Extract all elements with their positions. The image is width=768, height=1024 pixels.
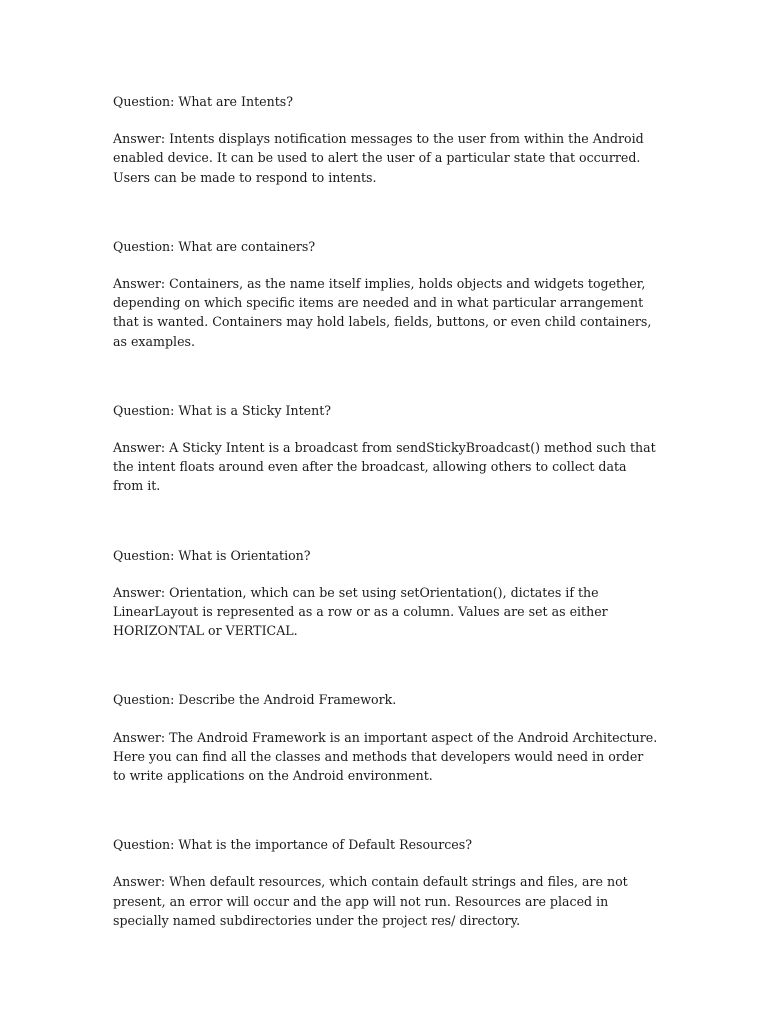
qa-block-android-framework bbox=[113, 690, 658, 785]
qa-block-default-resources bbox=[113, 835, 658, 930]
question-text: Question: What are containers? bbox=[113, 238, 316, 254]
document-content bbox=[113, 92, 658, 980]
answer-text: Answer: Orientation, which can be set using setOrientation(), dictates if the LinearLayout is represented as a row or as a column. Values are set as either HORIZONTAL or VERTICAL. bbox=[113, 584, 608, 639]
answer-text: Answer: Containers, as the name itself implies, holds objects and widgets together, depending on which specific items are needed and in what particular arrangement that is wanted. Containers may hold labels, fields, buttons, or even child containers, as examples. bbox=[113, 276, 652, 349]
answer-text: Answer: A Sticky Intent is a broadcast from sendStickyBroadcast() method such that the intent floats around even after the broadcast, allowing others to collect data from it. bbox=[113, 440, 656, 494]
qa-block-intents bbox=[113, 92, 658, 187]
question-text: Question: What are Intents? bbox=[113, 94, 293, 109]
answer-text: Answer: When default resources, which contain default strings and files, are not present, an error will occur and the app will not run. Resources are placed in specially named subdirectories under the project res/ directory. bbox=[113, 874, 628, 928]
answer-text: Answer: The Android Framework is an important aspect of the Android Architecture. Here you can find all the classes and methods that developers would need in order to write applications on the Android environment. bbox=[113, 729, 658, 784]
qa-block-sticky-intent bbox=[113, 401, 658, 496]
question-text: Question: What is Orientation? bbox=[113, 547, 311, 563]
question-text: Question: Describe the Android Framework. bbox=[113, 692, 397, 708]
question-text: Question: What is a Sticky Intent? bbox=[113, 402, 332, 418]
question-text: Question: What is the importance of Default Resources? bbox=[113, 837, 472, 853]
qa-block-containers bbox=[113, 237, 658, 351]
qa-block-orientation bbox=[113, 546, 658, 641]
answer-text: Answer: Intents displays notification messages to the user from within the Android enabled device. It can be used to alert the user of a particular state that occurred. Users can be made to respond to intents. bbox=[113, 131, 644, 185]
